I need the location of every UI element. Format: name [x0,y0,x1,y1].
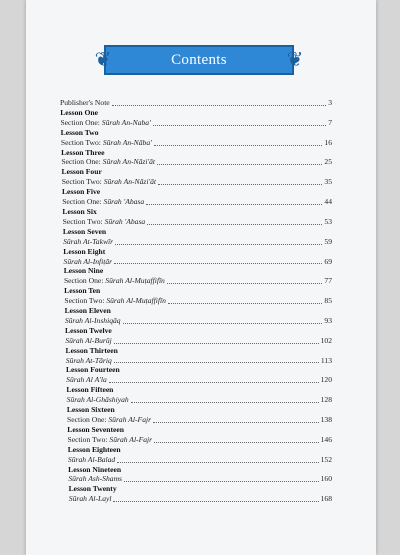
page-number: 85 [324,296,332,306]
lesson-heading-label: Lesson Five [61,187,101,197]
lesson-heading-label: Lesson Eleven [64,306,111,316]
toc-entry-surah: Sūrah Al A'la [66,375,107,385]
lesson-heading [60,286,332,296]
lesson-heading-label: Lesson Three [61,147,105,157]
dot-leader [114,263,322,264]
toc-entry-title [66,375,107,385]
lesson-heading [60,167,332,177]
lesson-heading-label: Lesson Seventeen [67,424,124,434]
toc-entry [60,296,332,306]
toc-entry-title [64,257,113,267]
ornament-right-icon: ❦ [286,49,304,71]
lesson-heading-label: Lesson Two [60,127,99,137]
toc-entry [60,217,332,227]
toc-entry-section: Section One: [62,197,104,207]
toc-entry-surah: Sūrah At-Takwīr [63,236,114,246]
lesson-heading [60,108,332,118]
toc-entry-surah: Sūrah Al-Layl [68,494,112,504]
page-number: 102 [320,335,332,345]
page-number: 113 [320,355,332,365]
toc-entry-surah: Publisher's Note [60,98,110,107]
toc-entry-surah: Sūrah Al-Muṭaffifīn [106,296,166,306]
toc-entry [60,237,332,247]
toc-entry-title [60,118,150,128]
toc-entry-section: Section Two: [64,296,107,306]
dot-leader [114,362,319,363]
toc-entry-surah: Sūrah An-Naba' [101,117,151,127]
lesson-heading [60,445,332,455]
page-number: 160 [320,474,332,484]
lesson-heading [60,405,332,415]
toc-entry-title [66,356,112,366]
toc-entry [60,435,332,445]
lesson-heading [60,346,332,356]
lesson-heading [60,187,332,197]
toc-entry-surah: Sūrah 'Abasa [104,216,146,226]
page-number: 152 [320,454,332,464]
lesson-heading [60,385,332,395]
toc-entry-surah: Sūrah Al-Fajr [108,415,152,424]
page-number: 138 [320,415,332,424]
toc-entry [60,494,332,504]
lesson-heading [60,227,332,237]
toc-entry-section: Section Two: [61,177,104,187]
toc-entry [60,336,332,346]
page-number: 120 [320,375,332,385]
page-number: 44 [324,197,332,207]
ornament-left-icon: ❦ [94,49,112,71]
lesson-heading-label: Lesson Twenty [68,484,117,494]
table-of-contents [60,98,332,504]
page-number: 77 [324,276,332,286]
lesson-heading [60,266,332,276]
toc-entry-surah: Sūrah Al-Muṭaffifīn [105,276,165,286]
dot-leader [158,184,322,185]
dot-leader [157,164,322,165]
dot-leader [123,323,323,324]
page-number: 7 [328,117,332,127]
toc-entry-title [68,474,122,484]
toc-entry-title [67,435,152,445]
toc-entry [60,118,332,128]
lesson-heading-label: Lesson Twelve [65,325,112,335]
lesson-heading [60,465,332,475]
dot-leader [131,402,319,403]
toc-entry [60,276,332,286]
toc-entry-title [68,455,115,465]
lesson-heading [60,326,332,336]
toc-entry-title [67,415,151,425]
toc-entry [60,177,332,187]
page-number: 35 [324,177,332,187]
toc-entry-surah: Sūrah Al-Balad [67,454,116,464]
page-number: 93 [324,315,332,325]
toc-entry-title [64,276,165,286]
toc-entry-section: Section Two: [62,216,105,226]
toc-entry-title [63,237,113,247]
toc-entry [60,316,332,326]
lesson-heading-label: Lesson Eight [63,246,106,256]
toc-entry [60,395,332,405]
toc-entry-title [67,395,129,405]
toc-entry [60,98,332,108]
toc-entry-title [62,197,144,207]
contents-banner [94,45,304,75]
toc-entry-title [65,316,121,326]
toc-entry [60,375,332,385]
lesson-heading [60,425,332,435]
toc-entry [60,474,332,484]
dot-leader [146,204,322,205]
toc-entry-surah: Sūrah Al-Inshiqāq [64,315,121,325]
toc-entry-surah: Sūrah Al-Infiṭār [63,256,113,266]
lesson-heading-label: Lesson Nine [63,266,104,276]
lesson-heading [60,306,332,316]
toc-entry [60,197,332,207]
lesson-heading [60,128,332,138]
toc-entry-title [65,336,111,346]
toc-entry-surah: Sūrah At-Tāriq [65,355,112,365]
page-title: Contents [171,51,227,68]
dot-leader [117,462,318,463]
toc-entry-section: Section One: [61,157,103,167]
page-number: 16 [324,137,332,147]
dot-leader [113,501,318,502]
dot-leader [154,145,323,146]
lesson-heading [60,148,332,158]
toc-entry [60,257,332,267]
toc-entry [60,157,332,167]
lesson-heading-label: Lesson Ten [64,286,101,296]
page-number: 53 [324,216,332,226]
lesson-heading-label: Lesson One [60,107,98,117]
toc-entry-title [60,98,110,108]
page-number: 146 [320,434,332,444]
dot-leader [153,125,326,126]
toc-entry-surah: Sūrah An-Nāzi'āt [103,177,157,187]
toc-entry-surah: Sūrah An-Nāzi'āt [102,157,155,167]
toc-entry [60,455,332,465]
toc-entry-section: Section Two: [60,137,103,147]
lesson-heading-label: Lesson Nineteen [68,464,122,474]
lesson-heading-label: Lesson Seven [62,226,107,236]
lesson-heading-label: Lesson Sixteen [66,405,115,415]
page-number: 3 [328,98,332,107]
lesson-heading [60,207,332,217]
lesson-heading-label: Lesson Thirteen [65,345,118,355]
toc-entry-surah: Sūrah An-Nāba' [102,137,152,147]
lesson-heading-label: Lesson Six [62,206,97,216]
toc-entry-surah: Sūrah Al-Fajr [109,434,153,444]
dot-leader [112,105,327,106]
dot-leader [124,481,319,482]
page-number: 128 [320,395,332,405]
toc-entry-surah: Sūrah Al-Ghāshiyah [66,395,129,405]
lesson-heading-label: Lesson Eighteen [67,444,121,454]
toc-entry-section: Section One: [67,415,109,424]
toc-entry-title [64,296,166,306]
toc-entry [60,356,332,366]
toc-entry-section: Section Two: [67,434,110,444]
lesson-heading [60,365,332,375]
dot-leader [153,422,319,423]
toc-entry [60,415,332,425]
dot-leader [154,442,319,443]
dot-leader [168,303,323,304]
toc-entry-section: Section One: [63,276,106,286]
lesson-heading [60,247,332,257]
book-page [26,0,376,555]
lesson-heading [60,484,332,494]
dot-leader [147,224,322,225]
dot-leader [167,283,323,284]
toc-entry-title [62,177,156,187]
page-number: 69 [324,256,332,266]
toc-entry-surah: Sūrah Ash-Shams [68,474,123,484]
toc-entry-surah: Sūrah Al-Burūj [65,335,112,345]
toc-entry-title [69,494,112,504]
dot-leader [115,244,322,245]
toc-entry-title [63,217,146,227]
page-number: 59 [324,236,332,246]
lesson-heading-label: Lesson Fourteen [65,365,120,375]
page-number: 25 [324,157,332,167]
lesson-heading-label: Lesson Four [61,167,102,177]
toc-entry-section: Section One: [60,117,102,127]
toc-entry [60,138,332,148]
page-number: 168 [320,494,332,504]
toc-entry-surah: Sūrah 'Abasa [103,197,145,207]
toc-entry-title [61,138,152,148]
dot-leader [109,382,319,383]
toc-entry-title [61,157,155,167]
lesson-heading-label: Lesson Fifteen [66,385,114,395]
dot-leader [114,343,319,344]
